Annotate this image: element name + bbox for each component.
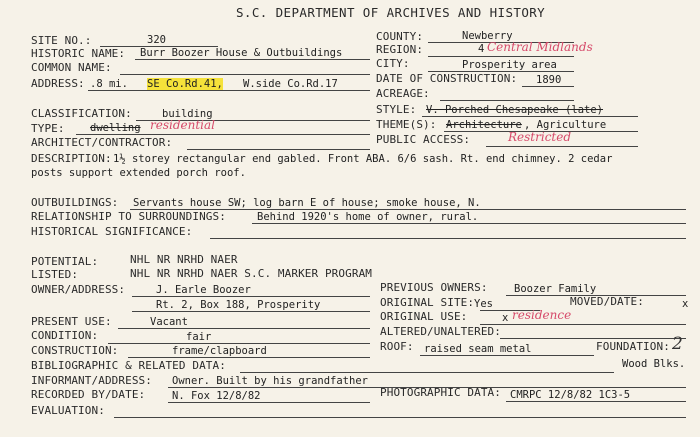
potential-label: POTENTIAL: <box>31 255 99 268</box>
address-part2: W.side Co.Rd.17 <box>243 78 338 90</box>
outbuildings-value: Servants house SW; log barn E of house; smoke house, N. <box>133 197 481 209</box>
present-use-value: Vacant <box>150 316 188 328</box>
themes-value: , Agriculture <box>524 119 607 131</box>
construction-value: frame/clapboard <box>172 345 267 357</box>
county-label: COUNTY: <box>376 30 424 43</box>
original-site-label: ORIGINAL SITE: <box>380 296 475 309</box>
roof-label: ROOF: <box>380 340 414 353</box>
moved-date-label: MOVED/DATE: <box>570 295 644 308</box>
construction-label: CONSTRUCTION: <box>31 344 119 357</box>
architect-line <box>187 149 370 150</box>
style-line <box>422 116 638 117</box>
outbuildings-label: OUTBUILDINGS: <box>31 196 119 209</box>
owner-line1 <box>132 296 370 297</box>
evaluation-line <box>114 417 686 418</box>
moved-date-value: x <box>682 298 689 310</box>
type-label: TYPE: <box>31 122 65 135</box>
informant-label: INFORMANT/ADDRESS: <box>31 374 153 387</box>
type-line <box>76 134 370 135</box>
public-access-line <box>486 146 638 147</box>
region-handwritten: Central Midlands <box>487 40 593 54</box>
altered-line <box>500 338 686 339</box>
roof-value: raised seam metal <box>424 343 532 355</box>
previous-owners-label: PREVIOUS OWNERS: <box>380 281 488 294</box>
photographic-value: CMRPC 12/8/82 1C3-5 <box>510 389 631 401</box>
recorded-by-line <box>168 402 370 403</box>
region-value: 4 <box>478 43 485 55</box>
architect-label: ARCHITECT/CONTRACTOR: <box>31 136 173 149</box>
classification-value: building <box>162 108 213 120</box>
region-line <box>428 56 574 57</box>
acreage-label: ACREAGE: <box>376 87 430 100</box>
original-use-value: x <box>502 312 509 324</box>
previous-owners-value: Boozer Family <box>514 283 597 295</box>
date-construction-label: DATE OF CONSTRUCTION: <box>376 72 518 85</box>
listed-label: LISTED: <box>31 268 79 281</box>
photographic-label: PHOTOGRAPHIC DATA: <box>380 386 502 399</box>
informant-value: Owner. Built by his grandfather <box>172 375 368 387</box>
historic-name-label: HISTORIC NAME: <box>31 47 126 60</box>
condition-line <box>108 343 370 344</box>
historic-name-value: Burr Boozer House & Outbuildings <box>140 47 343 59</box>
roof-line <box>420 355 594 356</box>
original-use-handwritten: residence <box>512 308 572 322</box>
description-line1: 1½ storey rectangular end gabled. Front ABA. 6/6 sash. Rt. end chimney. 2 cedar <box>113 153 613 165</box>
recorded-by-value: N. Fox 12/8/82 <box>172 390 261 402</box>
public-access-label: PUBLIC ACCESS: <box>376 133 471 146</box>
photographic-line <box>506 401 686 402</box>
original-use-label: ORIGINAL USE: <box>380 310 468 323</box>
card-title: S.C. DEPARTMENT OF ARCHIVES AND HISTORY <box>236 5 546 20</box>
historical-significance-label: HISTORICAL SIGNIFICANCE: <box>31 225 193 238</box>
relationship-value: Behind 1920's home of owner, rural. <box>257 211 479 223</box>
acreage-line <box>440 100 574 101</box>
owner-line2 <box>132 311 370 312</box>
region-label: REGION: <box>376 43 424 56</box>
bibliographic-line <box>240 372 614 373</box>
style-label: STYLE: <box>376 103 417 116</box>
listed-options: NHL NR NRHD NAER S.C. MARKER PROGRAM <box>130 267 373 280</box>
date-construction-line <box>522 86 574 87</box>
classification-label: CLASSIFICATION: <box>31 107 132 120</box>
owner-address-label: OWNER/ADDRESS: <box>31 283 126 296</box>
common-name-label: COMMON NAME: <box>31 61 112 74</box>
construction-line <box>128 357 370 358</box>
condition-value: fair <box>186 331 212 343</box>
foundation-value: Wood Blks. <box>622 358 686 370</box>
foundation-handwritten: 2 <box>672 334 683 354</box>
owner-address-line1: J. Earle Boozer <box>156 284 251 296</box>
themes-struck: Architecture <box>446 119 522 131</box>
description-label: DESCRIPTION: <box>31 152 112 165</box>
address-part1: .8 mi. <box>90 78 128 90</box>
site-no-label: SITE NO.: <box>31 34 92 47</box>
county-value: Newberry <box>462 30 513 42</box>
type-value: dwelling <box>90 122 141 134</box>
common-name-line <box>120 74 370 75</box>
site-no-value: 320 <box>147 34 166 46</box>
type-handwritten: residential <box>150 118 215 132</box>
original-use-line <box>480 324 686 325</box>
owner-address-line2: Rt. 2, Box 188, Prosperity <box>156 299 321 311</box>
style-value: V. Porched Chesapeake (late) <box>426 104 604 116</box>
address-highlighted: SE Co.Rd.41, <box>147 78 223 90</box>
present-use-label: PRESENT USE: <box>31 315 112 328</box>
relationship-label: RELATIONSHIP TO SURROUNDINGS: <box>31 210 226 223</box>
recorded-by-label: RECORDED BY/DATE: <box>31 388 146 401</box>
altered-label: ALTERED/UNALTERED: <box>380 325 502 338</box>
bibliographic-label: BIBLIOGRAPHIC & RELATED DATA: <box>31 359 226 372</box>
relationship-line <box>252 223 686 224</box>
city-value: Prosperity area <box>462 59 557 71</box>
themes-label: THEME(S): <box>376 118 437 131</box>
address-line <box>88 90 370 91</box>
address-label: ADDRESS: <box>31 77 85 90</box>
potential-options: NHL NR NRHD NAER <box>130 253 238 266</box>
public-access-handwritten: Restricted <box>508 130 572 144</box>
description-line2: posts support extended porch roof. <box>31 167 246 179</box>
condition-label: CONDITION: <box>31 329 99 342</box>
present-use-line <box>118 328 370 329</box>
city-label: CITY: <box>376 57 410 70</box>
date-construction-value: 1890 <box>536 74 562 86</box>
historical-significance-line <box>210 238 686 239</box>
foundation-label: FOUNDATION: <box>596 340 670 353</box>
original-site-value: Yes <box>474 298 493 310</box>
evaluation-label: EVALUATION: <box>31 404 105 417</box>
historic-name-line <box>135 59 370 60</box>
